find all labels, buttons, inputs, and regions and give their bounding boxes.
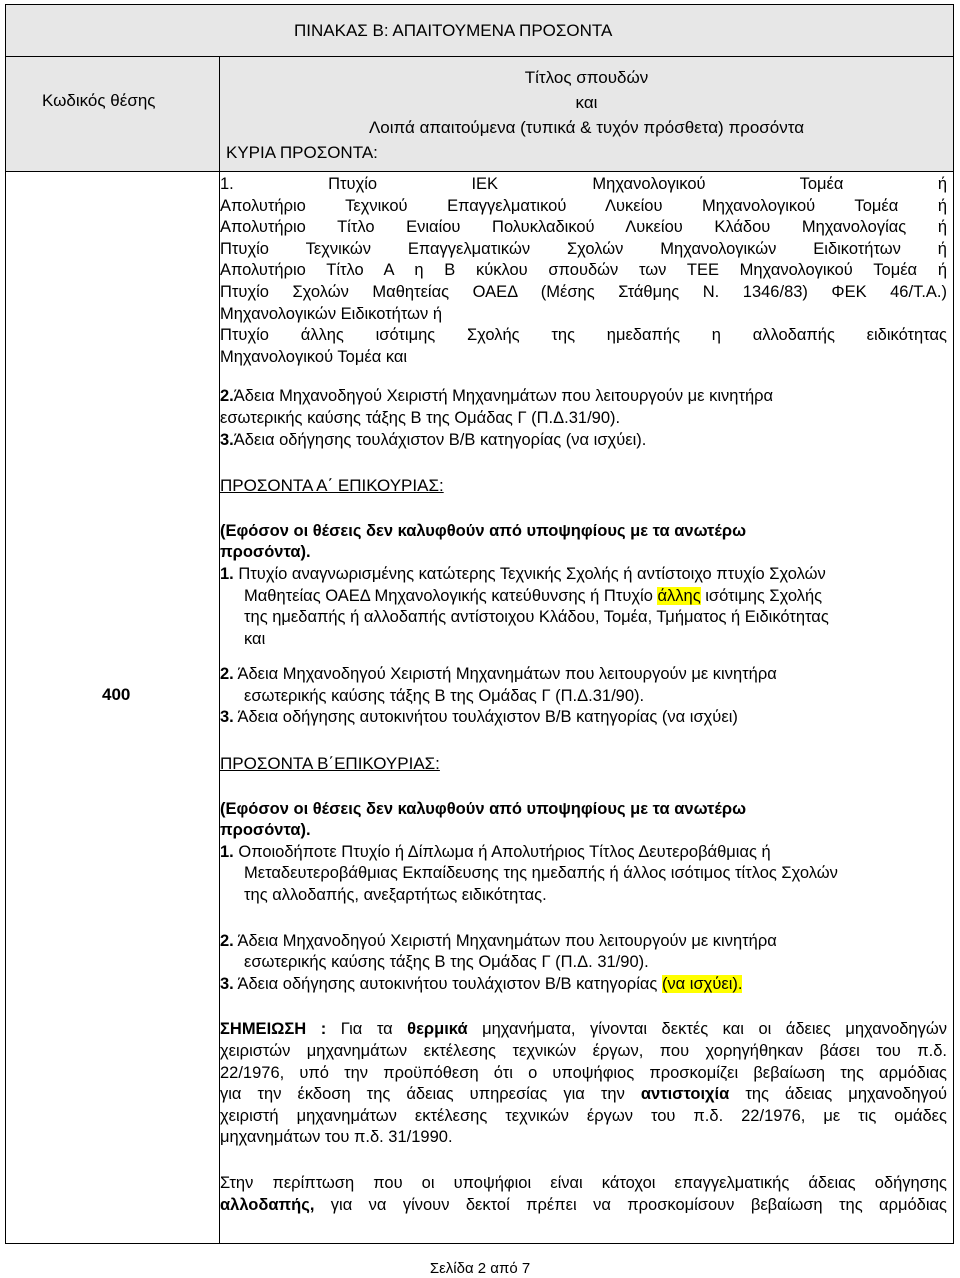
section-b-item2-num: 2. xyxy=(220,931,234,950)
note-l1-a: Για τα xyxy=(326,1020,408,1039)
studies-header-line1: Τίτλος σπουδών xyxy=(524,68,649,87)
final-para-line1: Στην περίπτωση που οι υποψήφιοι είναι κάτοχοι επαγγελματικής άδειας οδήγησης xyxy=(220,1173,947,1192)
qualifications-content xyxy=(220,174,947,1216)
highlighted-word: άλλης xyxy=(657,586,701,605)
section-b-item1-num: 1. xyxy=(220,842,234,861)
section-b-item3-pre: Άδεια οδήγησης αυτοκινήτου τουλάχιστον Β/Β κατηγορίας xyxy=(237,974,662,993)
kyria-item1-line: Απολυτήριο Τίτλο Ενιαίου Πολυκλαδικού Λυκείου Κλάδου Μηχανολογίας ή xyxy=(220,218,947,237)
position-code: 400 xyxy=(102,685,131,704)
note-l1-b: μηχανήματα, γίνονται δεκτές και οι άδειες μηχανοδηγών xyxy=(467,1020,947,1039)
section-a-item2-num: 2. xyxy=(220,665,234,684)
page-number-footer: Σελίδα 2 από 7 xyxy=(429,1260,531,1277)
section-b-item2-line1: Άδεια Μηχανοδηγού Χειριστή Μηχανημάτων που λειτουργούν με κινητήρα xyxy=(237,931,777,950)
section-a-item1-num: 1. xyxy=(220,564,234,583)
note-line3: 22/1976, υπό την προϋπόθεση ότι ο υποψήφιος προσκομίζει βεβαίωση της αρμόδιας xyxy=(220,1063,947,1082)
kyria-item3-num: 3. xyxy=(220,430,234,449)
section-a-title: ΠΡΟΣΟΝΤΑ Α΄ ΕΠΙΚΟΥΡΙΑΣ: xyxy=(220,476,444,496)
note-line4 xyxy=(220,1084,947,1106)
kyria-item1-line: Πτυχίο άλλης ισότιμης Σχολής της ημεδαπής η αλλοδαπής ειδικότητας xyxy=(220,326,947,345)
note-line5: χειριστή μηχανημάτων εκτέλεσης τεχνικών έργων του π.δ. 22/1976, με τις ομάδες xyxy=(220,1106,947,1125)
kyria-item2-line2: εσωτερικής καύσης τάξης Β της Ομάδας Γ (Π.Δ.31/90). xyxy=(220,408,621,427)
highlighted-phrase: (να ισχύει). xyxy=(661,974,743,993)
section-b-item1 xyxy=(220,842,947,864)
section-b-item3 xyxy=(220,974,947,996)
note-l4-a: για την έκδοση της άδειας υπηρεσίας για την xyxy=(220,1085,641,1104)
final-para-line2 xyxy=(220,1195,947,1217)
section-b-note-line2: προσόντα). xyxy=(220,821,311,840)
studies-header-line2: και xyxy=(575,93,598,112)
note-line2: χειριστών μηχανημάτων εκτέλεσης τεχνικών έργων, που χορηγήθηκαν βάσει του π.δ. xyxy=(220,1042,947,1060)
kyria-item2-line1: Άδεια Μηχανοδηγού Χειριστή Μηχανημάτων που λειτουργούν με κινητήρα xyxy=(233,387,774,406)
section-b-item3-num: 3. xyxy=(220,974,234,993)
section-b-item1-line2: Μεταδευτεροβάθμιας Εκπαίδευσης της ημεδαπής ή άλλος ισότιμος τίτλος Σχολών xyxy=(244,864,838,883)
section-a-item1-line3: της ημεδαπής ή αλλοδαπής αντίστοιχου Κλάδου, Τομέα, Τμήματος ή Ειδικότητας xyxy=(244,608,829,627)
code-column-header: Κωδικός θέσης xyxy=(42,91,156,110)
kyria-item1-line: Πτυχίο Σχολών Μαθητείας ΟΑΕΔ (Μέσης Στάθμης Ν. 1346/83) ΦΕΚ 46/Τ.Α.) xyxy=(220,282,947,301)
kyria-item2-num: 2. xyxy=(220,387,234,406)
section-b-title: ΠΡΟΣΟΝΤΑ Β΄ΕΠΙΚΟΥΡΙΑΣ: xyxy=(220,754,440,774)
section-a-item1-line2-post: ισότιμης Σχολής xyxy=(700,586,823,605)
note-l1-bold: θερμικά xyxy=(407,1020,468,1039)
kyria-item1-line: Μηχανολογικού Τομέα και xyxy=(220,347,408,366)
section-a-item1-line1: Πτυχίο αναγνωρισμένης κατώτερης Τεχνικής Σχολής ή αντίστοιχο πτυχίο Σχολών xyxy=(238,564,826,583)
section-b-item1-line1: Οποιοδήποτε Πτυχίο ή Δίπλωμα ή Απολυτήριος Τίτλος Δευτεροβάθμιας ή xyxy=(238,842,771,861)
section-a-item1-line2 xyxy=(220,586,947,608)
kyria-item3-text: Άδεια οδήγησης τουλάχιστον Β/Β κατηγορίας (να ισχύει). xyxy=(233,430,647,449)
section-a-item2 xyxy=(220,664,947,686)
section-b-item1-line3: της αλλοδαπής, ανεξαρτήτως ειδικότητας. xyxy=(244,886,547,905)
section-a-item3 xyxy=(220,707,947,729)
table-title-row xyxy=(6,5,953,57)
table-title: ΠΙΝΑΚΑΣ Β: ΑΠΑΙΤΟΥΜΕΝΑ ΠΡΟΣΟΝΤΑ xyxy=(294,21,613,40)
section-a-item2-line1: Άδεια Μηχανοδηγού Χειριστή Μηχανημάτων που λειτουργούν με κινητήρα xyxy=(237,665,777,684)
final-para-bold: αλλοδαπής, xyxy=(220,1195,315,1214)
section-a-item3-text: Άδεια οδήγησης αυτοκινήτου τουλάχιστον Β/Β κατηγορίας (να ισχύει) xyxy=(237,708,738,727)
kyria-item1-line: Απολυτήριο Τεχνικού Επαγγελματικού Λυκείου Μηχανολογικού Τομέα ή xyxy=(220,196,947,215)
kyria-label: ΚΥΡΙΑ ΠΡΟΣΟΝΤΑ: xyxy=(226,143,378,162)
section-a-item1-line4: και xyxy=(244,629,266,648)
note-l4-b: της άδειας μηχανοδηγού xyxy=(729,1085,947,1104)
note-l4-bold: αντιστοιχία xyxy=(640,1085,730,1104)
section-b-item2-line2: εσωτερικής καύσης τάξης Β της Ομάδας Γ (Π.Δ. 31/90). xyxy=(244,953,649,972)
studies-column-header xyxy=(220,65,953,140)
kyria-item1-line: 1. Πτυχίο ΙΕΚ Μηχανολογικού Τομέα ή xyxy=(220,175,947,193)
final-para-rest: για να γίνουν δεκτοί πρέπει να προσκομίσουν βεβαίωση της αρμόδιας xyxy=(314,1195,947,1214)
section-a-note-line1: (Εφόσον οι θέσεις δεν καλυφθούν από υποψηφίους με τα ανωτέρω xyxy=(220,521,747,540)
kyria-item3 xyxy=(220,430,947,452)
table-header-row xyxy=(6,57,953,172)
section-b-item2 xyxy=(220,931,947,953)
section-a-item1 xyxy=(220,564,947,586)
kyria-item2 xyxy=(220,386,947,408)
section-a-item2-line2: εσωτερικής καύσης τάξης Β της Ομάδας Γ (Π.Δ.31/90). xyxy=(244,686,645,705)
note-label: ΣΗΜΕΙΩΣΗ : xyxy=(220,1020,327,1039)
note-line1 xyxy=(220,1019,947,1041)
kyria-item1-line: Απολυτήριο Τίτλο Α η Β κύκλου σπουδών των ΤΕΕ Μηχανολογικού Τομέα ή xyxy=(220,261,947,280)
studies-header-line3: Λοιπά απαιτούμενα (τυπικά & τυχόν πρόσθετα) προσόντα xyxy=(368,118,805,137)
section-a-item1-line2-pre: Μαθητείας ΟΑΕΔ Μηχανολογικής κατεύθυνσης ή Πτυχίο xyxy=(244,586,658,605)
section-a-item3-num: 3. xyxy=(220,708,234,727)
kyria-item1-line: Πτυχίο Τεχνικών Επαγγελματικών Σχολών Μηχανολογικών Ειδικοτήτων ή xyxy=(220,239,947,258)
kyria-item1-line: Μηχανολογικών Ειδικοτήτων ή xyxy=(220,304,443,323)
section-a-note-line2: προσόντα). xyxy=(220,543,311,562)
section-b-note-line1: (Εφόσον οι θέσεις δεν καλυφθούν από υποψηφίους με τα ανωτέρω xyxy=(220,799,747,818)
note-line6: μηχανημάτων του π.δ. 31/1990. xyxy=(220,1128,453,1147)
